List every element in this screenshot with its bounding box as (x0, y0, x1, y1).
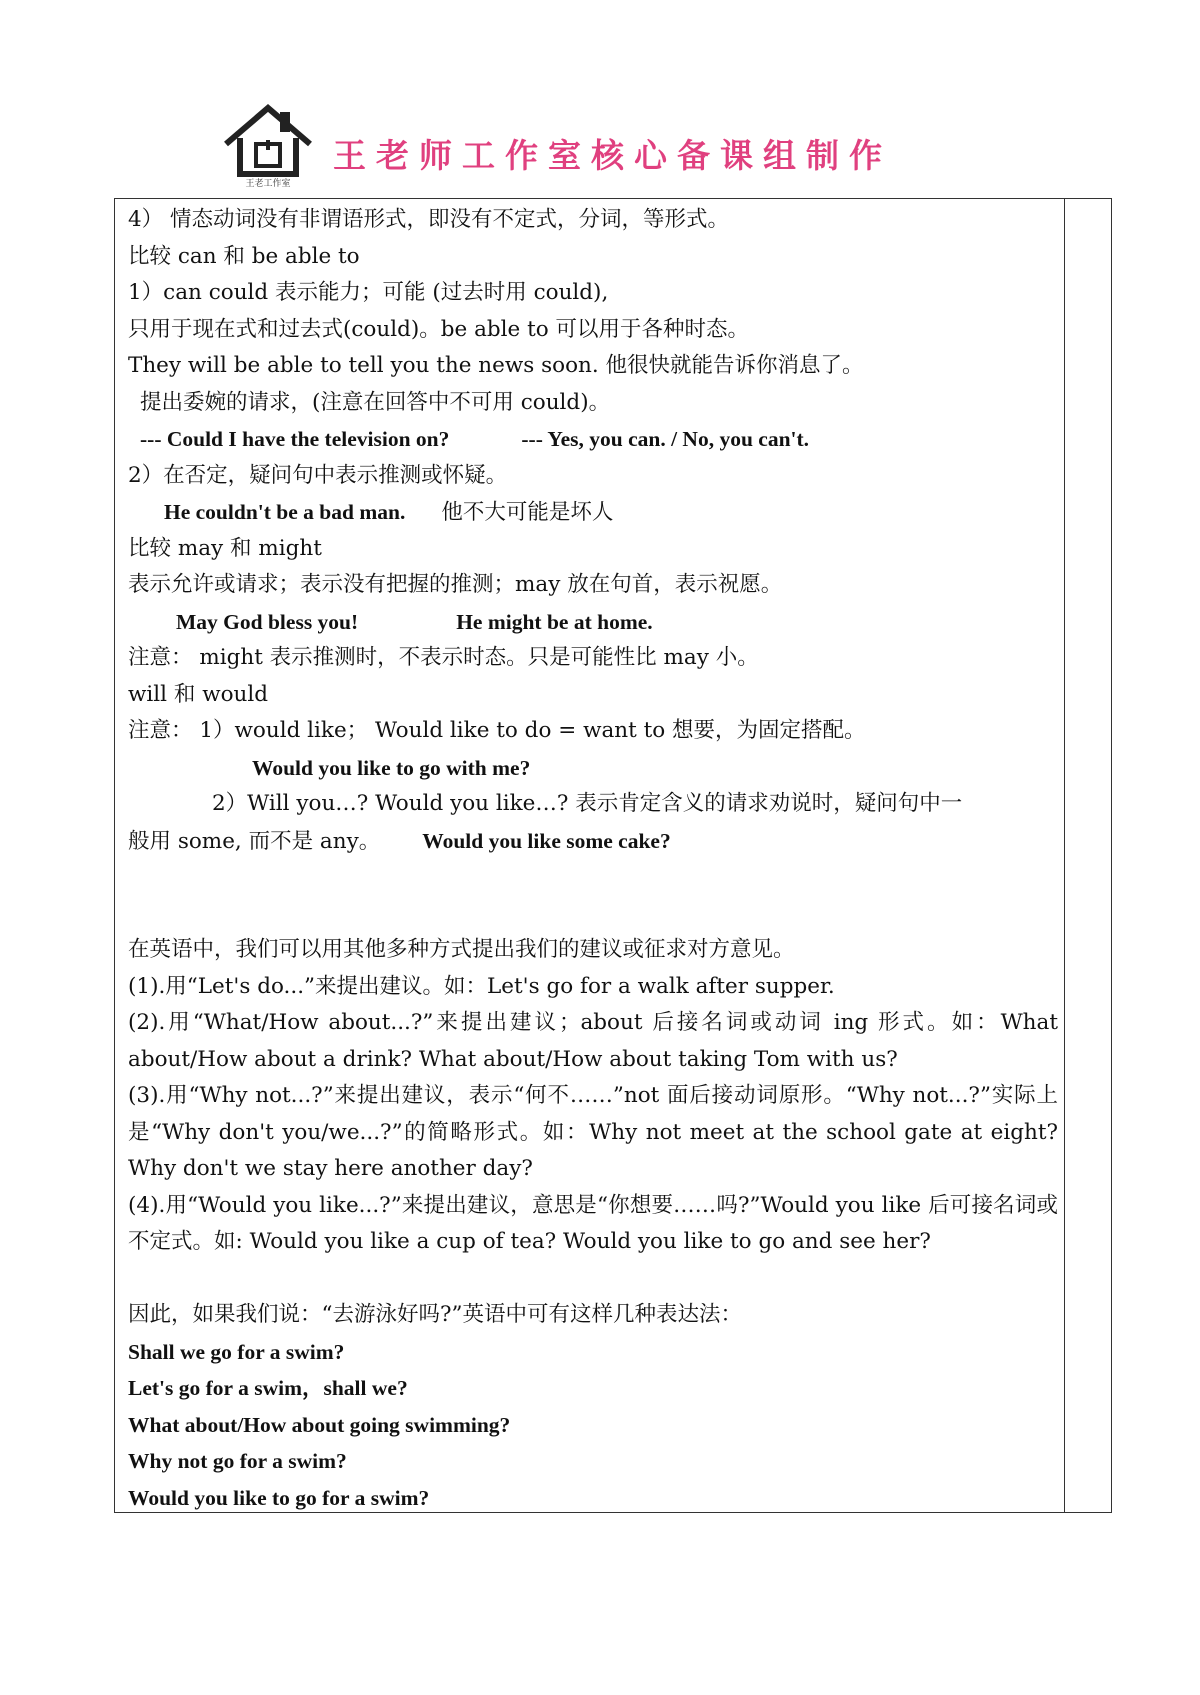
text-line: 2）在否定，疑问句中表示推测或怀疑。 (128, 462, 508, 488)
example-sentence: Shall we go for a swim? (128, 1339, 345, 1364)
text-line (128, 823, 1058, 860)
dialogue-answer: --- Yes, you can. / No, you can't. (521, 427, 810, 451)
text-line: 注意： might 表示推测时，不表示时态。只是可能性比 may 小。 (128, 645, 759, 670)
dialogue-question: --- Could I have the television on? (140, 427, 450, 451)
text-line: 比较 may 和 might (128, 535, 322, 561)
example-sentence: Let's go for a swim，shall we? (128, 1376, 408, 1400)
document-body (128, 202, 1058, 1516)
text-line: 比较 can 和 be able to (128, 243, 360, 269)
paragraph: 在英语中，我们可以用其他多种方式提出我们的建议或征求对方意见。 (128, 937, 795, 962)
paragraph: (1).用“Let's do...”来提出建议。如：Let's go for a walk after supper. (128, 973, 835, 999)
note-text: 般用 some, 而不是 any。 (128, 828, 381, 854)
example-line (128, 604, 1058, 641)
text-line: will 和 would (128, 681, 269, 707)
example-sentence: Why not go for a swim? (128, 1449, 347, 1473)
paragraph: (2).用“What/How about...?”来提出建议；about 后接名词或动词 ing 形式。如：What about/How about a drink? What about/How about taking Tom with us? (128, 1010, 1058, 1072)
example-sentence: He might be at home. (456, 609, 653, 634)
spacer (128, 859, 1058, 896)
logo-caption: 王老工作室 (245, 179, 291, 189)
spacer (128, 896, 1058, 933)
paragraph: 因此，如果我们说：“去游泳好吗?”英语中可有这样几种表达法： (128, 1302, 743, 1327)
text-line: 1）can could 表示能力；可能 (过去时用 could), (128, 280, 609, 305)
page-header (218, 100, 998, 195)
text-line: 注意： 1）would like； Would like to do = want to 想要，为固定搭配。 (128, 718, 866, 743)
example-sentence: Would you like to go with me? (252, 755, 531, 780)
text-line: 表示允许或请求；表示没有把握的推测；may 放在句首，表示祝愿。 (128, 572, 783, 597)
text-line: They will be able to tell you the news soon. 他很快就能告诉你消息了。 (128, 353, 864, 378)
example-sentence: What about/How about going swimming? (128, 1412, 511, 1437)
table-column-divider (1064, 198, 1065, 1513)
paragraph: (3).用“Why not...?”来提出建议，表示“何不……”not 面后接动词原形。“Why not...?”实际上是“Why don't you/we...?”的简略形式。如：Why not meet at the school gate at eight? Why don't we stay here another day? (128, 1083, 1058, 1181)
text-line: 2）Will you…? Would you like…? 表示肯定含义的请求劝说时，疑问句中一 (212, 791, 963, 816)
text-line: 只用于现在式和过去式(could)。be able to 可以用于各种时态。 (128, 316, 750, 342)
text-line: 4） 情态动词没有非谓语形式，即没有不定式，分词，等形式。 (128, 207, 730, 232)
dialogue-line (128, 421, 1058, 458)
example-sentence: Would you like some cake? (422, 828, 671, 853)
example-line (128, 494, 1058, 531)
example-sentence: May God bless you! (176, 609, 359, 634)
example-translation: 他不大可能是坏人 (441, 500, 614, 525)
banner-title: 王老师工作室核心备课组制作 (333, 136, 892, 175)
example-sentence: Would you like to go for a swim? (128, 1485, 430, 1510)
spacer (128, 1261, 1058, 1298)
text-line: 提出委婉的请求，(注意在回答中不可用 could)。 (140, 389, 611, 415)
paragraph: (4).用“Would you like...?”来提出建议，意思是“你想要……吗?”Would you like 后可接名词或不定式。如: Would you like a cup of tea? Would you like to go and see her? (128, 1192, 1058, 1254)
example-sentence: He couldn't be a bad man. (164, 500, 406, 524)
